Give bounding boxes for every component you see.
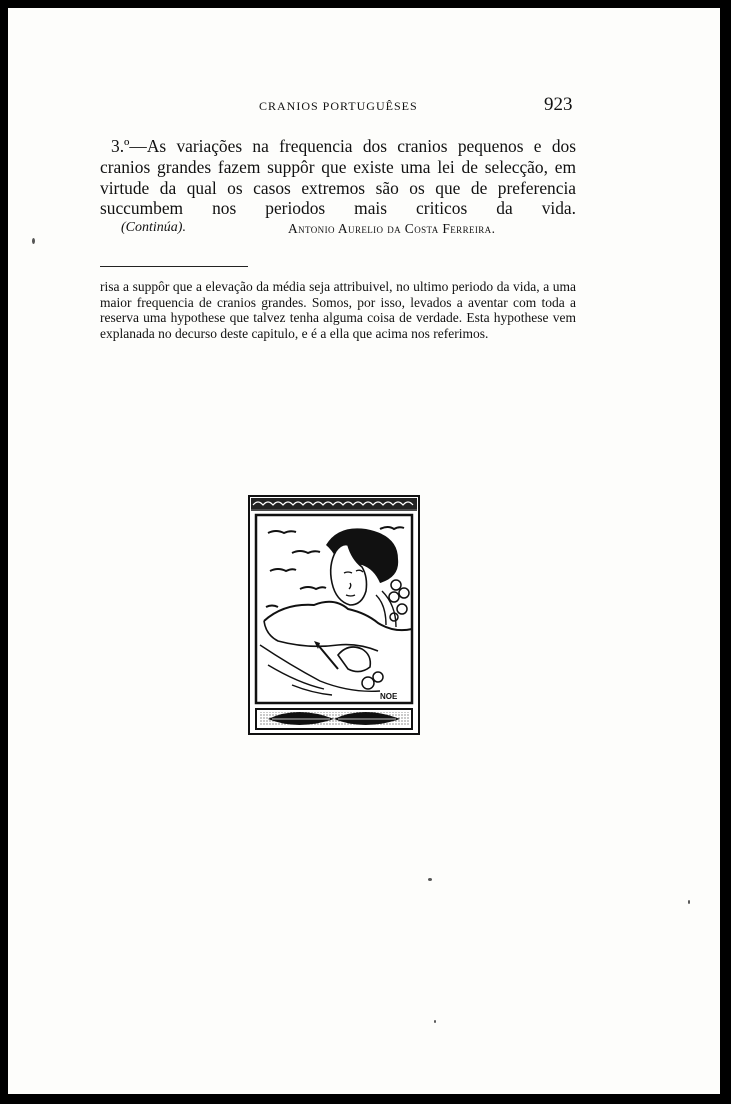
running-title: CRANIOS PORTUGUÊSES	[259, 99, 418, 113]
continua-note: (Continúa).	[121, 220, 186, 235]
page-number: 923	[544, 94, 573, 115]
scan-speck	[688, 900, 690, 904]
signature-line	[100, 220, 576, 240]
scan-speck	[32, 238, 35, 244]
footnote-text: risa a suppôr que a elevação da média seja attribuivel, no ultimo periodo da vida, a uma maior frequencia de cranios grandes. Somos, por isso, levados a aventar com toda a reserva uma hypothese que talvez tenha alguma coisa de verdade. Esta hypothese vem explanada no decurso deste capitulo, e é a ella que acima nos referimos.	[100, 279, 576, 341]
scan-speck	[434, 1020, 436, 1023]
vignette-illustration	[248, 495, 420, 735]
scanned-page	[8, 8, 720, 1094]
body-text	[100, 136, 576, 219]
footnote	[100, 279, 576, 341]
page-header	[8, 94, 720, 118]
author-signature: Antonio Aurelio da Costa Ferreira.	[288, 221, 496, 236]
scan-speck	[428, 878, 432, 881]
body-paragraph: 3.º—As variações na frequencia dos cranios pequenos e dos cranios grandes fazem suppôr que existe uma lei de selecção, em virtude da qual os casos extremos são os que de preferencia succumbem nos periodos mais criticos da vida.	[100, 136, 576, 219]
artist-monogram: NOE	[380, 692, 398, 701]
footnote-rule	[100, 266, 248, 267]
